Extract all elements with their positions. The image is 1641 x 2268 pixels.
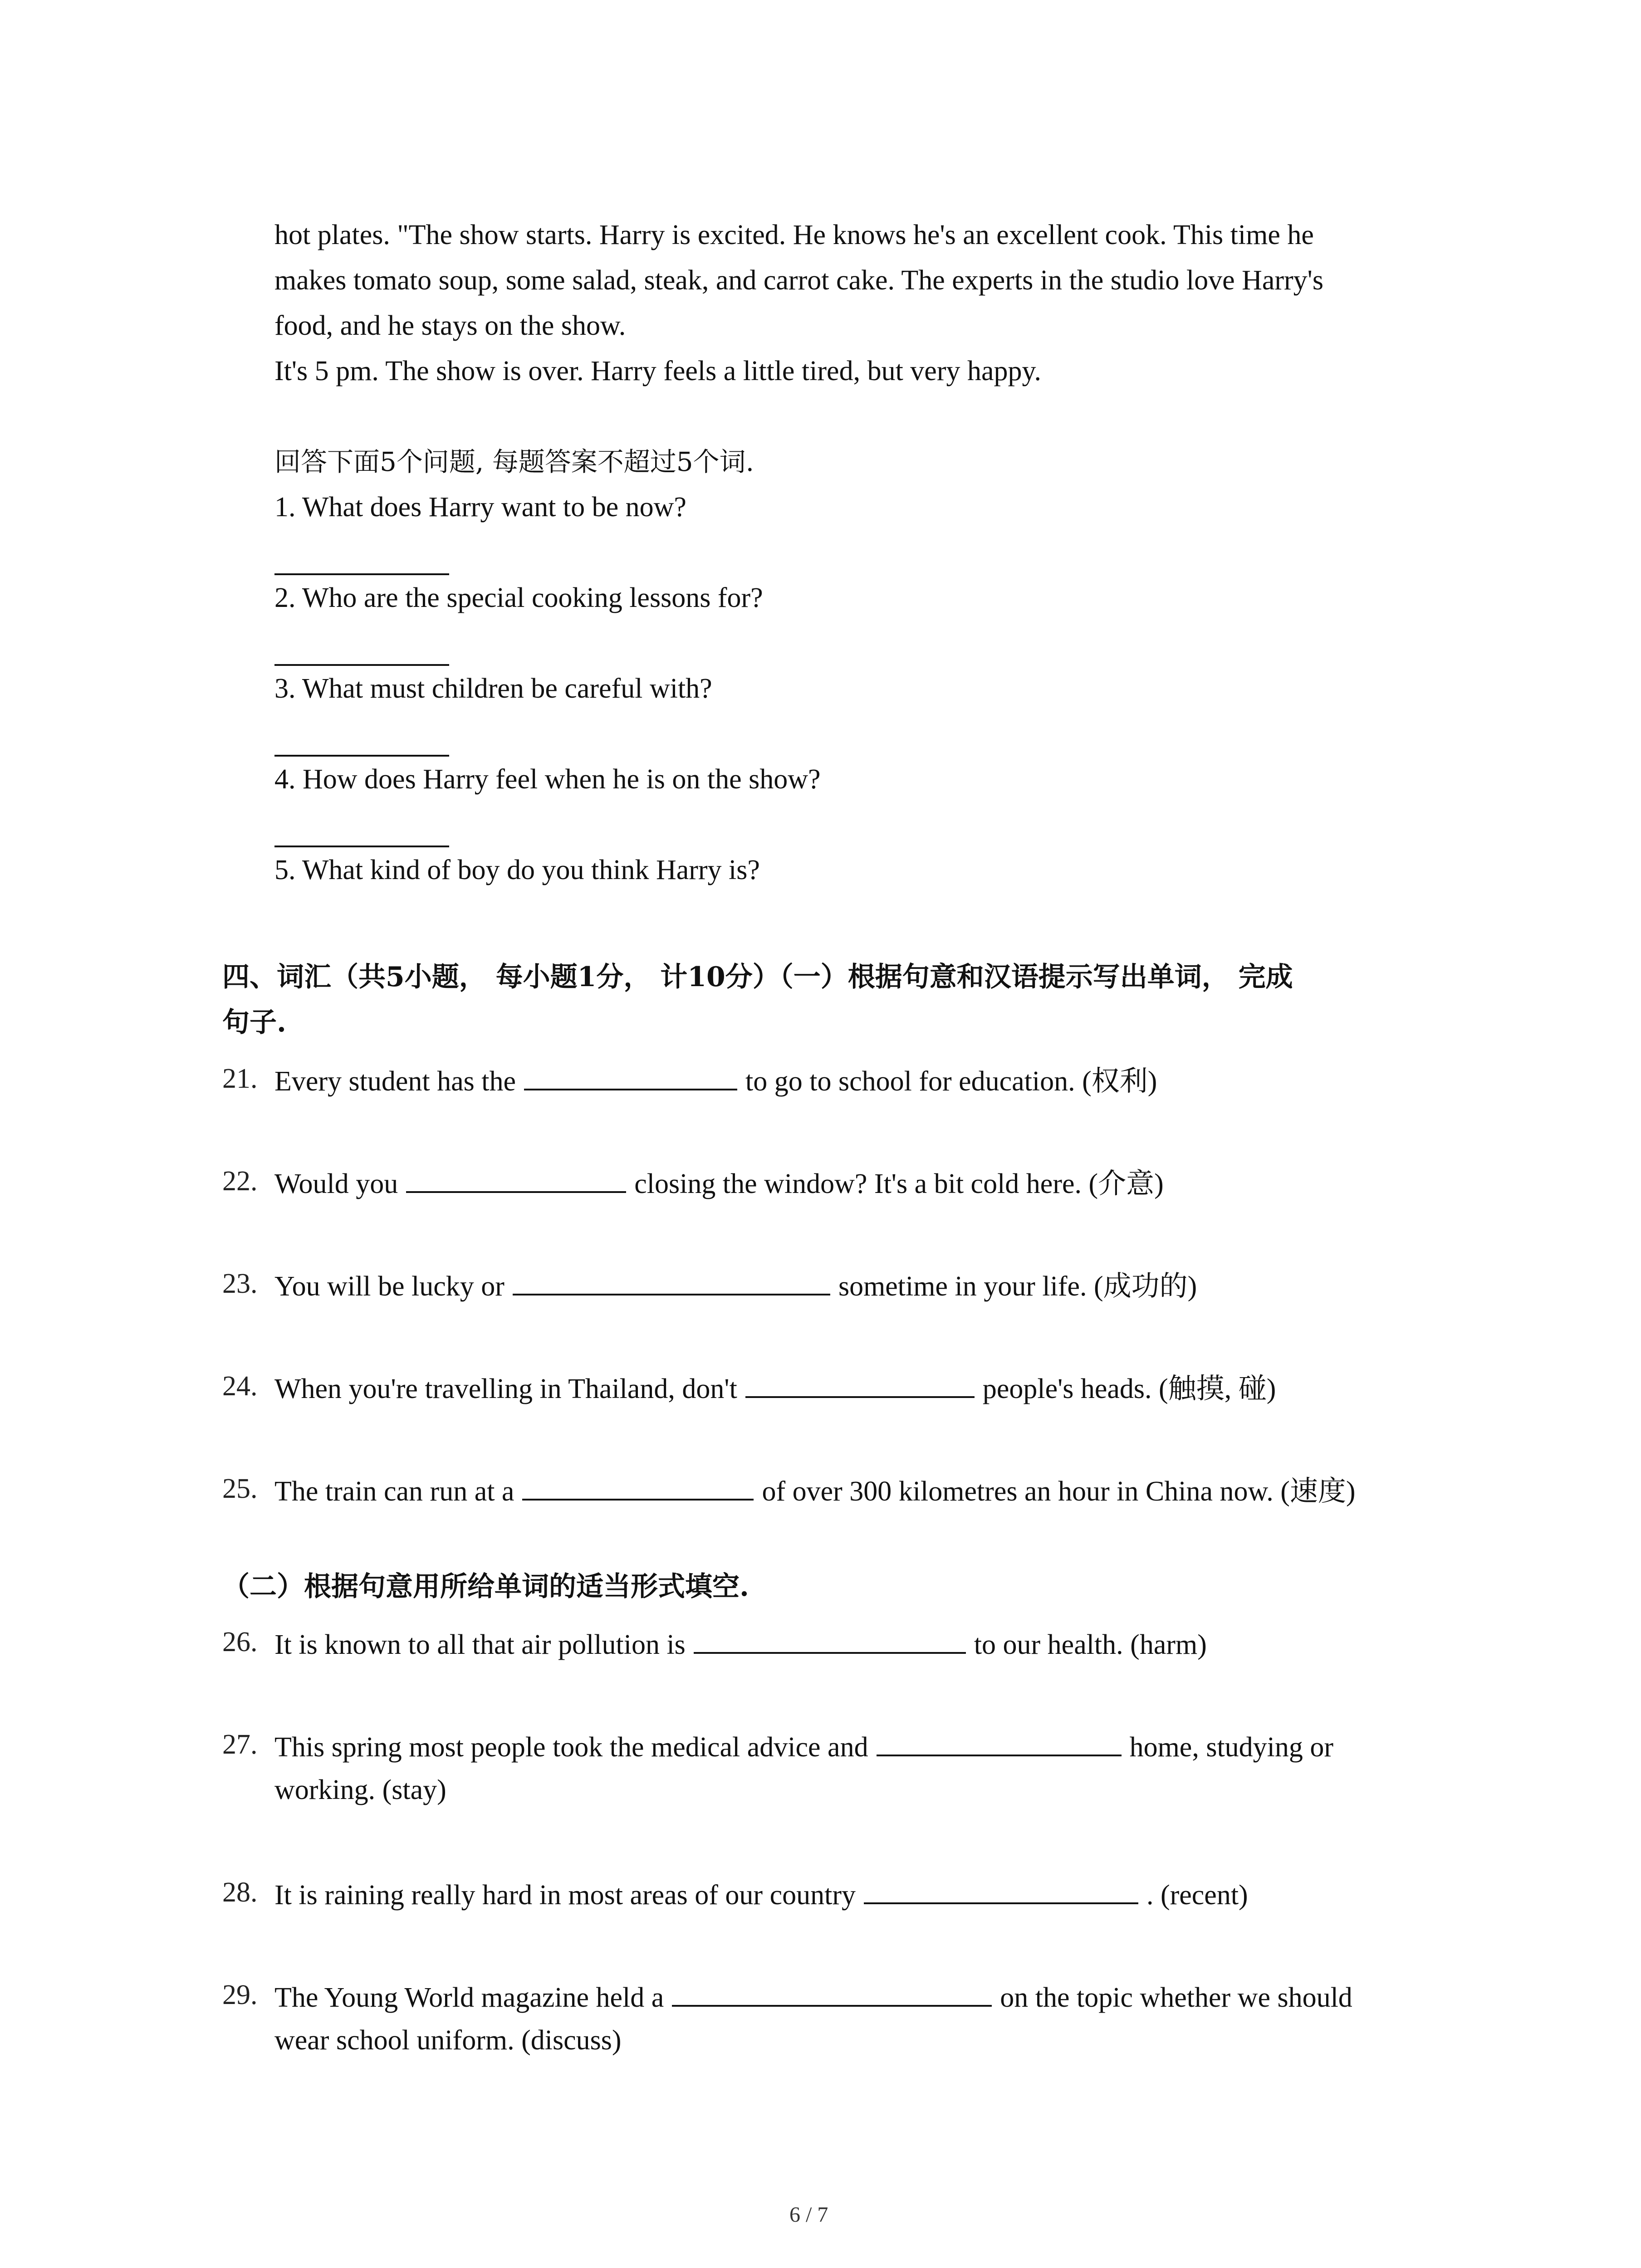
fill-blank[interactable]	[406, 1163, 626, 1193]
fill-blank[interactable]	[864, 1874, 1138, 1904]
sub-heading: （二）根据句意用所给单词的适当形式填空.	[222, 1571, 749, 1603]
item-number: 26.	[222, 1627, 258, 1657]
item-text: The train can run at a	[274, 1476, 514, 1507]
item-text: It is raining really hard in most areas of our country	[274, 1880, 856, 1911]
item-text: You will be lucky or	[274, 1271, 505, 1302]
item-text: closing the window? It's a bit cold here. (介意)	[634, 1168, 1164, 1199]
item-text: Would you	[274, 1168, 398, 1199]
item-text: to go to school for education. (权利)	[745, 1066, 1157, 1097]
item-continuation: wear school uniform. (discuss)	[274, 2025, 622, 2056]
answer-line[interactable]	[274, 573, 449, 575]
item-number: 23.	[222, 1268, 258, 1299]
reading-instruction: 回答下面5个问题, 每题答案不超过5个词.	[274, 446, 754, 477]
fill-blank[interactable]	[672, 1977, 992, 2007]
item-number: 28.	[222, 1877, 258, 1908]
fill-blank[interactable]	[745, 1368, 975, 1398]
item-text: . (recent)	[1146, 1880, 1248, 1911]
answer-line[interactable]	[274, 664, 449, 666]
fill-item	[274, 1726, 1333, 1765]
item-text: of over 300 kilometres an hour in China now. (速度)	[762, 1476, 1356, 1507]
item-number: 29.	[222, 1980, 258, 2010]
item-number: 27.	[222, 1729, 258, 1760]
section-heading: 四、词汇（共5小题， 每小题1分， 计10分）（一）根据句意和汉语提示写出单词， 完成	[222, 961, 1293, 993]
item-number: 24.	[222, 1371, 258, 1402]
fill-item	[274, 1266, 1197, 1305]
item-number: 25.	[222, 1473, 258, 1504]
fill-item	[274, 1061, 1157, 1100]
reading-question: 5. What kind of boy do you think Harry is?	[274, 855, 760, 885]
fill-blank[interactable]	[522, 1471, 754, 1501]
item-text: It is known to all that air pollution is	[274, 1629, 686, 1660]
answer-line[interactable]	[274, 755, 449, 757]
answer-line[interactable]	[274, 846, 449, 847]
item-text: This spring most people took the medical advice and	[274, 1732, 868, 1763]
item-number: 22.	[222, 1166, 258, 1197]
item-continuation: working. (stay)	[274, 1774, 446, 1805]
fill-item	[274, 1624, 1207, 1663]
passage-line: food, and he stays on the show.	[274, 310, 626, 341]
item-text: Every student has the	[274, 1066, 516, 1097]
fill-blank[interactable]	[877, 1726, 1122, 1756]
item-text: to our health. (harm)	[974, 1629, 1207, 1660]
item-number: 21.	[222, 1063, 258, 1094]
reading-question: 2. Who are the special cooking lessons for?	[274, 582, 763, 613]
page-number: 6 / 7	[789, 2203, 828, 2227]
item-text: on the topic whether we should	[1000, 1982, 1352, 2013]
fill-item	[274, 1874, 1248, 1913]
fill-item	[274, 1471, 1356, 1510]
reading-question: 1. What does Harry want to be now?	[274, 492, 686, 523]
item-text: people's heads. (触摸, 碰)	[982, 1374, 1276, 1404]
reading-question: 4. How does Harry feel when he is on the show?	[274, 764, 821, 795]
fill-blank[interactable]	[694, 1624, 966, 1654]
item-text: When you're travelling in Thailand, don't	[274, 1374, 737, 1404]
fill-item	[274, 1163, 1164, 1202]
passage-line: makes tomato soup, some salad, steak, and carrot cake. The experts in the studio love Harry's	[274, 265, 1323, 296]
fill-blank[interactable]	[513, 1266, 830, 1295]
reading-question: 3. What must children be careful with?	[274, 673, 712, 704]
passage-line: It's 5 pm. The show is over. Harry feels a little tired, but very happy.	[274, 356, 1041, 386]
section-heading: 句子.	[222, 1007, 286, 1038]
fill-item	[274, 1368, 1276, 1407]
item-text: sometime in your life. (成功的)	[838, 1271, 1197, 1302]
passage-line: hot plates. "The show starts. Harry is excited. He knows he's an excellent cook. This time he	[274, 220, 1314, 250]
item-text: The Young World magazine held a	[274, 1982, 664, 2013]
fill-blank[interactable]	[524, 1061, 737, 1090]
item-text: home, studying or	[1129, 1732, 1334, 1763]
fill-item	[274, 1977, 1352, 2016]
